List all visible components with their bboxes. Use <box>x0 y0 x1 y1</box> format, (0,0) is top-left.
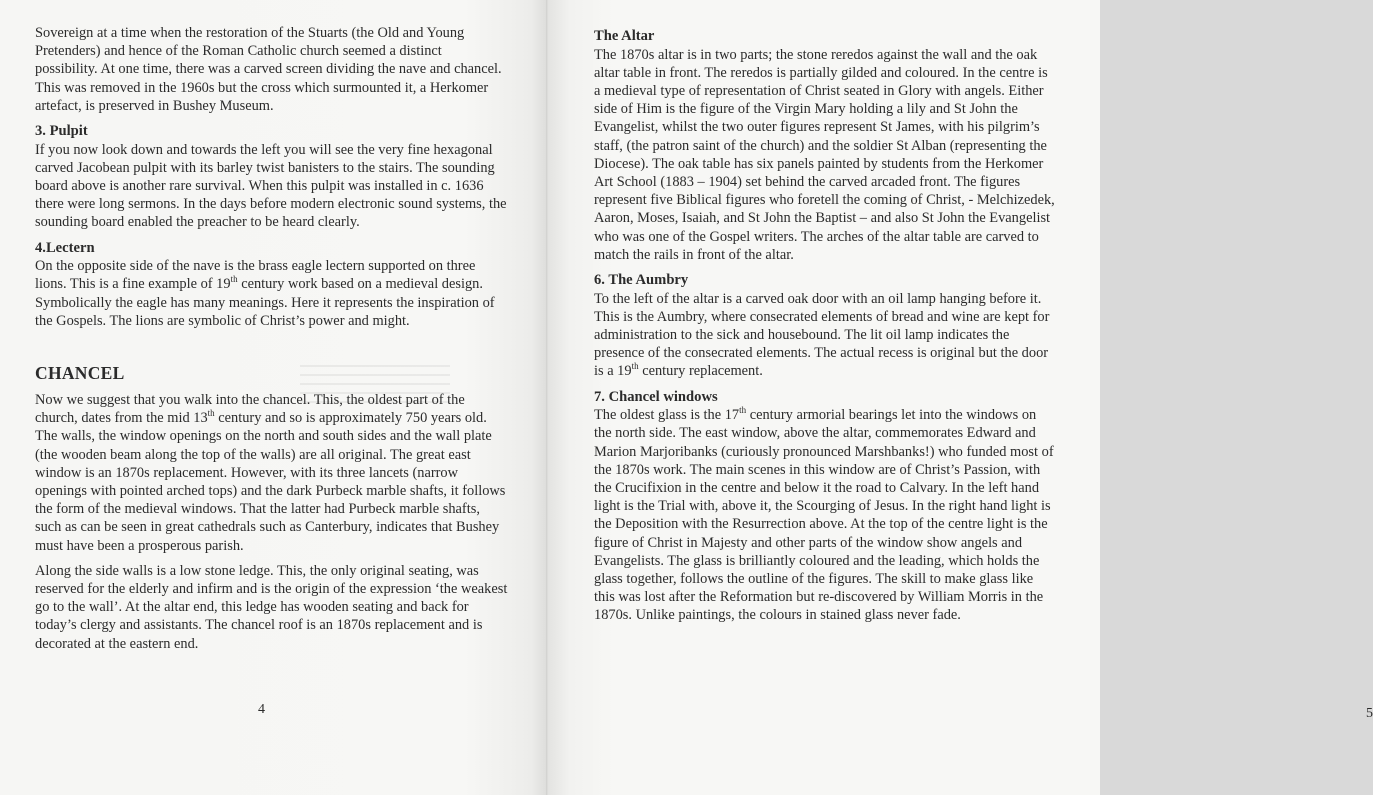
lectern-heading: 4.Lectern <box>35 239 95 256</box>
chancel-paragraph-1 <box>35 391 508 555</box>
windows-text <box>594 406 1056 624</box>
left-page <box>0 0 548 795</box>
show-through-bleed <box>300 365 450 410</box>
altar-text: The 1870s altar is in two parts; the stone reredos against the wall and the oak altar table in front. The reredos is partially gilded and coloured. In the centre is a medieval type of representation of Christ seated in Glory with angels. Either side of Him is the figure of the Virgin Mary holding a lily and St John the Evangelist, whilst the two outer figures represent St James, with his pilgrim’s staff, (the patron saint of the church) and the soldier St Alban (representing the Diocese). The oak table has six panels painted by students from the Herkomer Art School (1883 – 1904) set behind the carved arcaded front. The figures represent five Biblical figures who foretell the coming of Christ, - Melchizedek, Aaron, Moses, Isaiah, and St John the Baptist – and also St John the Evangelist who was one of the Gospel writers. The arches of the altar table are carved to match the rails in front of the altar. <box>594 46 1055 263</box>
aumbry-text <box>594 290 1056 381</box>
chancel-p1-a: Now we suggest that you walk into the chancel. This, the oldest part of the church, dates from the mid 13 <box>35 392 465 427</box>
windows-text-a: The oldest glass is the 17 <box>594 407 740 424</box>
windows-text-b: century armorial bearings let into the windows on the north side. The east window, above the altar, commemorates Edward and Marion Marjoribanks (curiously pronounced Marshbanks!) who funded most of the 1870s work. The main scenes in this window are of Christ’s Passion, with the Crucifixion in the centre and below it the road to Calvary. In the left hand light is the Trial with, above it, the Scourging of Jesus. In the right hand light is the Deposition with the Resurrection above. At the top of the centre light is the figure of Christ in Majesty and other parts of the window show angels and Evangelists. The glass is brilliantly coloured and the leading, which holds the glass together, follows the outline of the figures. The skill to make glass like this was lost after the Reformation but re-discovered by William Morris in the 1870s. Unlike paintings, the colours in stained glass never fade. <box>594 407 1054 624</box>
windows-sup: th <box>739 405 747 416</box>
lectern-sup: th <box>230 274 238 285</box>
intro-paragraph: Sovereign at a time when the restoration of the Stuarts (the Old and Young Pretenders) and hence of the Roman Catholic church seemed a distinct possibility. At one time, there was a carved screen dividing the nave and chancel. This was removed in the 1960s but the cross which surmounted it, a Herkomer artefact, is preserved in Bushey Museum. <box>35 25 502 114</box>
pulpit-heading: 3. Pulpit <box>35 123 88 140</box>
aumbry-sup: th <box>631 361 639 372</box>
aumbry-text-b: century replacement. <box>638 363 763 380</box>
page-number-right: 5 <box>1366 706 1373 721</box>
page-number-left: 4 <box>258 702 265 717</box>
pulpit-text: If you now look down and towards the left you will see the very fine hexagonal carved Jacobean pulpit with its barley twist banisters to the stairs. The sounding board above is another rare survival. When this pulpit was installed in c. 1636 there were long sermons. In the days before modern electronic sound systems, the sounding board enabled the preacher to be heard clearly. <box>35 141 507 231</box>
aumbry-text-a: To the left of the altar is a carved oak door with an oil lamp hanging before it. This is the Aumbry, where consecrated elements of bread and wine are kept for administration to the sick and housebound. The lit oil lamp indicates the presence of the consecrated elements. The actual recess is original but the door is a 19 <box>594 290 1050 380</box>
right-page <box>548 0 1373 795</box>
chancel-paragraph-2: Along the side walls is a low stone ledge. This, the only original seating, was reserved for the elderly and infirm and is the origin of the expression ‘the weakest go to the wall’. At the altar end, this ledge has wooden seating and back for today’s clergy and assistants. The chancel roof is an 1870s replacement and is decorated at the eastern end. <box>35 562 508 652</box>
lectern-text <box>35 257 508 330</box>
lectern-text-b: century work based on a medieval design. Symbolically the eagle has many meanings. Here it represents the inspiration of the Gospels. The lions are symbolic of Christ’s power and might. <box>35 276 495 329</box>
altar-heading: The Altar <box>594 28 655 44</box>
chancel-p1-sup: th <box>207 408 215 419</box>
chancel-heading: CHANCEL <box>35 363 125 384</box>
windows-heading: 7. Chancel windows <box>594 388 718 405</box>
aumbry-heading: 6. The Aumbry <box>594 272 689 289</box>
lectern-text-a: On the opposite side of the nave is the brass eagle lectern supported on three lions. This is a fine example of 19 <box>35 258 476 293</box>
chancel-p1-b: century and so is approximately 750 years old. The walls, the window openings on the north and south sides and the wall plate (the wooden beam along the top of the walls) are all original. The great east window is an 1870s replacement. However, with its three lancets (narrow openings with pointed arched tops) and the dark Purbeck marble shafts, it follows the form of the medieval windows. That the latter had Purbeck marble shafts, such as can be seen in great cathedrals such as Canterbury, indicates that Bushey must have been a prosperous parish. <box>35 410 506 554</box>
